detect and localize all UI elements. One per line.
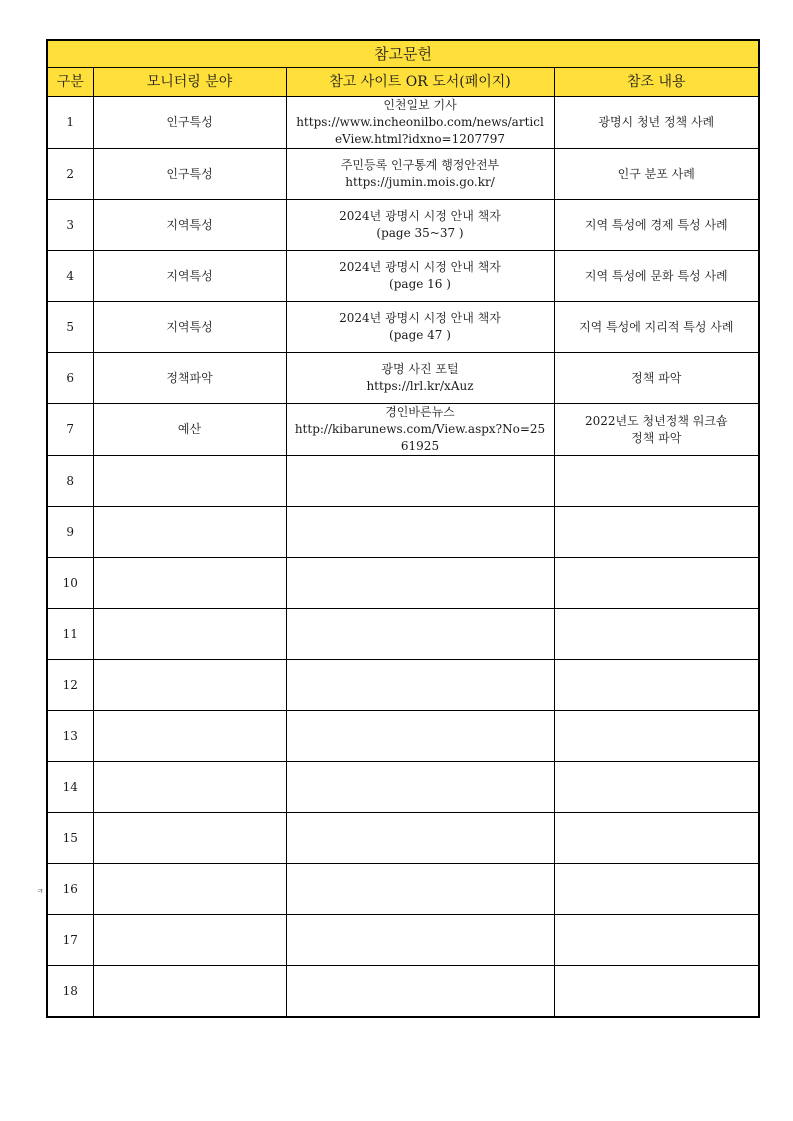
reference-content [554, 864, 759, 915]
monitoring-field: 예산 [93, 404, 286, 456]
stray-mark: ㅋ [36, 887, 44, 896]
reference-source-line: (page 47 ) [389, 328, 451, 342]
reference-source-line: http://kibarunews.com/View.aspx?No=25 [294, 422, 546, 436]
reference-source-line: 2024년 광명시 시정 안내 책자 [339, 209, 501, 223]
row-number: 13 [47, 711, 93, 762]
table-row [47, 813, 759, 864]
reference-source [286, 966, 554, 1018]
monitoring-field: 인구특성 [93, 149, 286, 200]
reference-content-line: 지역 특성에 문화 특성 사례 [584, 268, 728, 283]
reference-content [554, 711, 759, 762]
header-content: 참조 내용 [554, 68, 759, 97]
reference-source [286, 558, 554, 609]
reference-source [286, 251, 554, 302]
monitoring-field: 지역특성 [93, 302, 286, 353]
monitoring-field [93, 813, 286, 864]
row-number: 7 [47, 404, 93, 456]
monitoring-field [93, 966, 286, 1018]
title-row [47, 40, 759, 68]
monitoring-field [93, 609, 286, 660]
row-number: 17 [47, 915, 93, 966]
reference-content-line: 지역 특성에 경제 특성 사례 [584, 217, 728, 232]
reference-source-line: 경인바른뉴스 [385, 405, 455, 419]
monitoring-field: 지역특성 [93, 251, 286, 302]
reference-content [554, 456, 759, 507]
reference-source [286, 97, 554, 149]
table-row [47, 302, 759, 353]
reference-content-line: 지역 특성에 지리적 특성 사례 [579, 319, 734, 334]
row-number: 8 [47, 456, 93, 507]
reference-content [554, 660, 759, 711]
row-number: 12 [47, 660, 93, 711]
monitoring-field: 지역특성 [93, 200, 286, 251]
reference-source [286, 660, 554, 711]
reference-source [286, 609, 554, 660]
monitoring-field [93, 864, 286, 915]
header-source: 참고 사이트 OR 도서(페이지) [286, 68, 554, 97]
monitoring-field [93, 711, 286, 762]
reference-content-line: 정책 파악 [631, 430, 682, 445]
header-row [47, 68, 759, 97]
reference-source-line: 인천일보 기사 [383, 98, 457, 112]
reference-source [286, 915, 554, 966]
header-field: 모니터링 분야 [93, 68, 286, 97]
reference-content [554, 558, 759, 609]
table-row [47, 915, 759, 966]
table-row [47, 200, 759, 251]
reference-content [554, 762, 759, 813]
table-row [47, 966, 759, 1018]
reference-source [286, 762, 554, 813]
row-number: 9 [47, 507, 93, 558]
row-number: 3 [47, 200, 93, 251]
table-row [47, 251, 759, 302]
monitoring-field: 정책파악 [93, 353, 286, 404]
monitoring-field: 인구특성 [93, 97, 286, 149]
row-number: 5 [47, 302, 93, 353]
table-row [47, 404, 759, 456]
reference-content [554, 353, 759, 404]
reference-source-line: https://lrl.kr/xAuz [366, 379, 474, 393]
reference-source-line: https://www.incheonilbo.com/news/articl [296, 115, 544, 129]
row-number: 6 [47, 353, 93, 404]
reference-source [286, 864, 554, 915]
reference-source [286, 353, 554, 404]
row-number: 15 [47, 813, 93, 864]
reference-source [286, 149, 554, 200]
table-row [47, 711, 759, 762]
row-number: 14 [47, 762, 93, 813]
table-row [47, 507, 759, 558]
reference-source [286, 404, 554, 456]
table-row [47, 353, 759, 404]
row-number: 4 [47, 251, 93, 302]
header-no: 구분 [47, 68, 93, 97]
reference-content [554, 97, 759, 149]
reference-content-line: 2022년도 청년정책 워크숍 [585, 413, 728, 428]
monitoring-field [93, 558, 286, 609]
reference-content [554, 966, 759, 1018]
monitoring-field [93, 507, 286, 558]
row-number: 11 [47, 609, 93, 660]
reference-source-line: 2024년 광명시 시정 안내 책자 [339, 260, 501, 274]
reference-content-line: 정책 파악 [631, 370, 682, 385]
reference-content [554, 200, 759, 251]
reference-source-line: (page 35~37 ) [376, 226, 464, 240]
reference-source-line: eView.html?idxno=1207797 [334, 132, 506, 146]
monitoring-field [93, 762, 286, 813]
table-row [47, 97, 759, 149]
monitoring-field [93, 660, 286, 711]
reference-source-line: 61925 [400, 439, 440, 453]
table-row [47, 609, 759, 660]
monitoring-field [93, 915, 286, 966]
reference-source [286, 456, 554, 507]
row-number: 10 [47, 558, 93, 609]
reference-source-line: https://jumin.mois.go.kr/ [345, 175, 495, 189]
monitoring-field [93, 456, 286, 507]
table-body [47, 97, 759, 1018]
table-title: 참고문헌 [47, 40, 759, 68]
reference-source [286, 507, 554, 558]
reference-content [554, 302, 759, 353]
reference-content [554, 149, 759, 200]
reference-source-line: 광명 사진 포털 [381, 362, 459, 376]
reference-content [554, 507, 759, 558]
reference-content-line: 광명시 청년 정책 사례 [598, 115, 715, 129]
reference-source-line: 2024년 광명시 시정 안내 책자 [339, 311, 501, 325]
reference-content [554, 609, 759, 660]
table-row [47, 762, 759, 813]
reference-content [554, 404, 759, 456]
reference-table [46, 39, 760, 1018]
row-number: 16 [47, 864, 93, 915]
reference-source [286, 813, 554, 864]
table-row [47, 456, 759, 507]
table-row [47, 558, 759, 609]
reference-content [554, 251, 759, 302]
reference-source [286, 200, 554, 251]
reference-source [286, 711, 554, 762]
row-number: 1 [47, 97, 93, 149]
reference-content [554, 915, 759, 966]
table-row [47, 864, 759, 915]
row-number: 2 [47, 149, 93, 200]
table-row [47, 660, 759, 711]
reference-content-line: 인구 분포 사례 [617, 166, 695, 181]
table-row [47, 149, 759, 200]
reference-source [286, 302, 554, 353]
reference-content [554, 813, 759, 864]
reference-source-line: (page 16 ) [389, 277, 451, 291]
row-number: 18 [47, 966, 93, 1018]
reference-source-line: 주민등록 인구통계 행정안전부 [340, 158, 500, 172]
